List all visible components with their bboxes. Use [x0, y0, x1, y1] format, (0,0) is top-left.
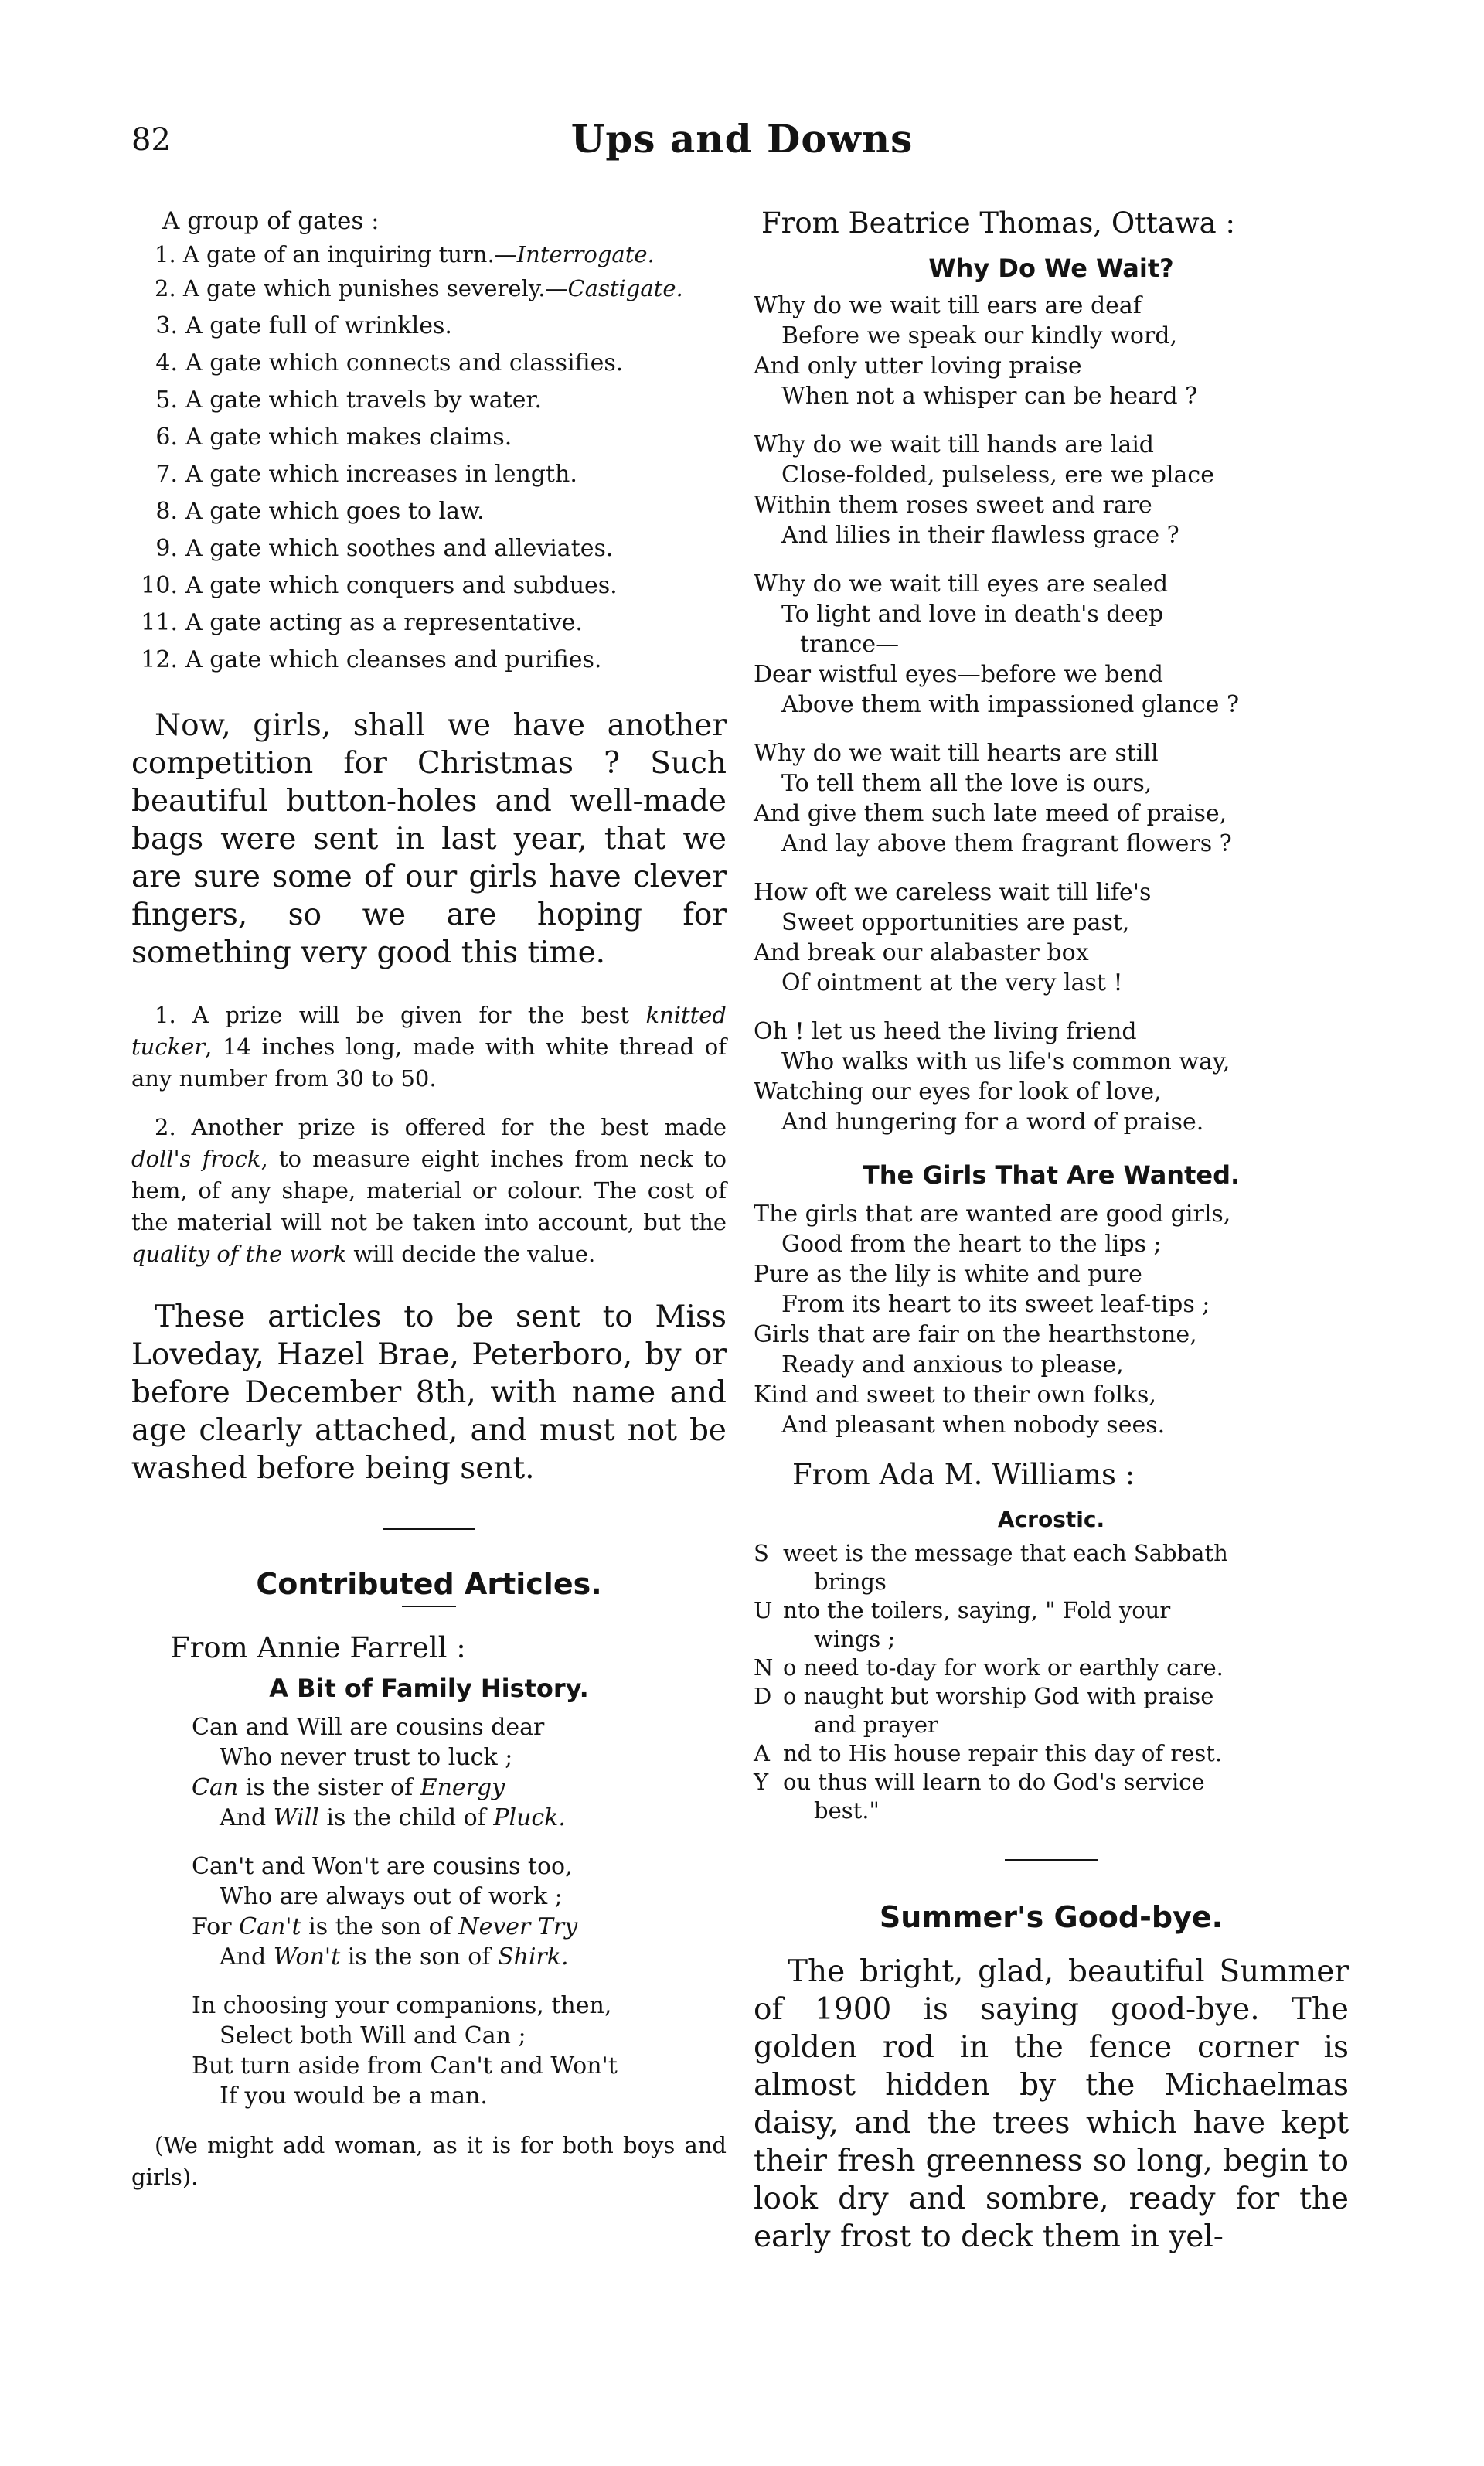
verse-line: The girls that are wanted are good girls, [754, 1201, 1231, 1228]
acrostic-continuation: brings [814, 1568, 887, 1595]
verse-emphasis: Pluck. [493, 1804, 566, 1831]
gate-item [131, 642, 727, 679]
verse-stanza [754, 430, 1349, 550]
acrostic-continuation: best." [814, 1797, 880, 1824]
verse-line: To tell them all the love is ours, [781, 770, 1152, 797]
acrostic-letter: N [754, 1654, 774, 1681]
send-paragraph: These articles to be sent to Miss Loveday, Hazel Brae, Peterboro, by or before December 8th, with name and age clearly attached, and must not be washed before being sent. [131, 1299, 727, 1486]
gates-list [131, 308, 727, 679]
gate-number: 3. [155, 312, 178, 339]
verse-stanza [192, 1712, 727, 1833]
verse-line [192, 1942, 727, 1972]
verse-line: From its heart to its sweet leaf-tips ; [781, 1291, 1210, 1318]
gate-item [131, 419, 727, 456]
verse-line [192, 2051, 727, 2081]
gate-clue: A gate acting as a representative. [186, 609, 583, 636]
verse-line: Above them with impassioned glance ? [781, 691, 1240, 718]
verse-line: Who walks with us life's common way, [781, 1048, 1230, 1075]
verse-line: And break our alabaster box [754, 939, 1089, 966]
verse-emphasis: Shirk. [497, 1943, 569, 1970]
gate-clue: A gate which increases in length. [186, 461, 577, 488]
gate-clue: A gate which goes to law. [186, 498, 485, 525]
verse-line: How oft we careless wait till life's [754, 879, 1152, 906]
gates-intro: A group of gates : [162, 207, 380, 235]
verse-line: Why do we wait till hands are laid [754, 431, 1154, 458]
family-title: A Bit of Family History. [269, 1674, 589, 1703]
gate-clue: A gate which cleanses and purifies. [186, 646, 602, 673]
gate-clue: A gate full of wrinkles. [186, 312, 452, 339]
verse-line: Close-folded, pulseless, ere we place [781, 462, 1214, 489]
acrostic-title: Acrostic. [997, 1507, 1105, 1532]
verse-line: To light and love in death's deep [781, 601, 1164, 628]
verse-line: And lay above them fragrant flowers ? [781, 830, 1232, 857]
from-beatrice: From Beatrice Thomas, Ottawa : [761, 206, 1235, 240]
verse-line: And hungering for a word of praise. [781, 1109, 1204, 1136]
prize-two-e: will decide the value. [346, 1241, 596, 1267]
prize-two-quality: quality of the work [131, 1241, 347, 1267]
verse-line: Before we speak our kindly word, [781, 322, 1177, 349]
gate-clue: A gate of an inquiring turn.— [182, 241, 517, 267]
prize-one-a: 1. A prize will be given for the best [155, 1002, 646, 1028]
gate-number: 1. [155, 241, 183, 267]
verse-line: And lilies in their flawless grace ? [781, 522, 1179, 549]
verse-line [192, 1803, 727, 1833]
acrostic-line-text: weet is the message that each Sabbath [783, 1540, 1228, 1566]
gates-wrapped-list [131, 240, 727, 303]
prize-one [131, 1000, 727, 1095]
verse-text: In choosing your companions, then, [192, 1992, 612, 2019]
page-number: 82 [131, 122, 171, 158]
verse-text: For [192, 1913, 240, 1940]
verse-emphasis: Can [192, 1774, 239, 1801]
gate-number: 11. [141, 609, 178, 636]
verse-text: Who are always out of work ; [220, 1883, 563, 1910]
verse-text: Select both Will and Can ; [220, 2022, 526, 2049]
verse-text: And [220, 1943, 274, 1970]
gate-number: 6. [155, 424, 178, 451]
gate-item [131, 530, 727, 567]
acrostic-text [783, 1596, 1349, 1654]
verse-emphasis: Won't [273, 1943, 341, 1970]
acrostic-text [783, 1739, 1349, 1768]
acrostic-line-text: ou thus will learn to do God's service [783, 1769, 1205, 1795]
prize-two-c: , to measure eight inches from neck to hem, of any shape, material or colour. The cost of the material will not be taken into account, but the [131, 1146, 727, 1235]
verse-text: And [220, 1804, 274, 1831]
verse-line: Sweet opportunities are past, [781, 909, 1130, 936]
verse-text: is the sister of [238, 1774, 420, 1801]
acrostic-text [783, 1768, 1349, 1825]
verse-text: Can't and Won't are cousins too, [192, 1853, 573, 1880]
verse-emphasis: Energy [420, 1774, 505, 1801]
verse-line: Oh ! let us heed the living friend [754, 1018, 1137, 1045]
verse-emphasis: Can't [239, 1913, 301, 1940]
verse-line: Within them roses sweet and rare [754, 492, 1152, 519]
acrostic-line-text: nd to His house repair this day of rest. [783, 1740, 1223, 1766]
gate-clue: A gate which connects and classifies. [186, 349, 624, 376]
verse-line [192, 2081, 727, 2111]
verse-stanza [754, 877, 1349, 998]
summer-heading: Summer's Good-bye. [879, 1900, 1224, 1934]
verse-line: And give them such late meed of praise, [754, 800, 1227, 827]
acrostic-line [754, 1682, 1349, 1739]
verse-emphasis: Will [273, 1804, 319, 1831]
prize-one-c: , 14 inches long, made with white thread of any number from 30 to 50. [131, 1034, 727, 1092]
family-verse [131, 1712, 727, 2111]
gate-item [131, 274, 727, 303]
gate-item [131, 493, 727, 530]
verse-stanza [754, 291, 1349, 411]
verse-line [192, 1773, 727, 1803]
gate-item [131, 382, 727, 419]
acrostic-text [783, 1654, 1349, 1682]
acrostic-line [754, 1596, 1349, 1654]
gate-answer: Interrogate. [516, 241, 655, 267]
verse-line [192, 1742, 727, 1773]
acrostic-letter: S [754, 1540, 769, 1566]
girls-verse [754, 1199, 1349, 1440]
verse-line: Why do we wait till ears are deaf [754, 292, 1142, 319]
verse-text: Who never trust to luck ; [220, 1744, 513, 1771]
gate-number: 2. [155, 275, 183, 301]
verse-line: When not a whisper can be heard ? [781, 383, 1198, 410]
gate-number: 9. [155, 535, 178, 562]
acrostic-text [783, 1539, 1349, 1596]
verse-line: Why do we wait till hearts are still [754, 740, 1159, 767]
gate-item [131, 456, 727, 493]
gate-number: 5. [155, 387, 178, 414]
verse-line: Watching our eyes for look of love, [754, 1078, 1162, 1105]
verse-line: And only utter loving praise [754, 353, 1082, 380]
acrostic-line [754, 1654, 1349, 1682]
verse-line [192, 2021, 727, 2051]
girls-title: The Girls That Are Wanted. [862, 1160, 1241, 1190]
family-note: (We might add woman, as it is for both boys and girls). [131, 2132, 727, 2190]
verse-line: Good from the heart to the lips ; [781, 1231, 1162, 1258]
acrostic-continuation: wings ; [814, 1626, 896, 1652]
verse-line: Why do we wait till eyes are sealed [754, 571, 1169, 598]
acrostic-line [754, 1739, 1349, 1768]
verse-line [192, 1991, 727, 2021]
acrostic-line-text: nto the toilers, saying, " Fold your [783, 1597, 1171, 1623]
right-column [754, 203, 1349, 2256]
verse-text: Can and Will are cousins dear [192, 1714, 545, 1741]
acrostic-letter: D [754, 1683, 772, 1709]
acrostic-letter: U [754, 1597, 773, 1623]
from-annie: From Annie Farrell : [170, 1631, 466, 1664]
verse-line [192, 1912, 727, 1942]
verse-line: Girls that are fair on the hearthstone, [754, 1321, 1197, 1348]
from-ada: From Ada M. Williams : [792, 1458, 1135, 1491]
prize-two-a: 2. Another prize is offered for the best made [155, 1114, 727, 1140]
verse-line: trance— [800, 631, 900, 658]
acrostic-letter: A [754, 1740, 770, 1766]
gate-clue: A gate which travels by water. [186, 387, 543, 414]
verse-emphasis: Never Try [458, 1913, 578, 1940]
prize-one-item: knitted tucker [131, 1002, 727, 1060]
verse-line: Ready and anxious to please, [781, 1351, 1124, 1378]
verse-text: is the son of [340, 1943, 498, 1970]
verse-line: Of ointment at the very last ! [781, 969, 1123, 996]
verse-line [192, 1712, 727, 1742]
gate-clue: A gate which soothes and alleviates. [186, 535, 614, 562]
acrostic-line-text: o need to-day for work or earthly care. [783, 1654, 1224, 1681]
left-column [131, 203, 727, 2193]
verse-line: And pleasant when nobody sees. [781, 1412, 1166, 1439]
acrostic-line [754, 1768, 1349, 1825]
acrostic-poem [754, 1539, 1349, 1825]
prize-two-item: doll's frock [131, 1146, 261, 1172]
acrostic-text [783, 1682, 1349, 1739]
running-title: Ups and Downs [570, 116, 914, 162]
verse-text: But turn aside from Can't and Won't [192, 2052, 618, 2079]
gate-clue: A gate which makes claims. [186, 424, 512, 451]
verse-stanza [754, 569, 1349, 720]
verse-text: is the child of [318, 1804, 494, 1831]
gate-item [131, 308, 727, 345]
gate-answer: Castigate. [567, 275, 683, 301]
gate-item [131, 567, 727, 605]
acrostic-letter: Y [754, 1769, 769, 1795]
prize-two [131, 1112, 727, 1270]
gate-number: 4. [155, 349, 178, 376]
gate-clue: A gate which conquers and subdues. [186, 572, 618, 599]
gate-number: 10. [141, 572, 178, 599]
verse-line: Kind and sweet to their own folks, [754, 1381, 1156, 1408]
wait-title: Why Do We Wait? [928, 254, 1174, 283]
gate-number: 7. [155, 461, 178, 488]
acrostic-continuation: and prayer [814, 1712, 938, 1738]
wait-verse [754, 291, 1349, 1137]
verse-line: Pure as the lily is white and pure [754, 1261, 1142, 1288]
gate-item [131, 345, 727, 382]
verse-stanza [192, 1851, 727, 1972]
page-header [131, 116, 1353, 178]
verse-text: is the son of [301, 1913, 459, 1940]
gate-item [131, 240, 727, 269]
verse-stanza [754, 738, 1349, 859]
competition-paragraph: Now, girls, shall we have another competition for Christmas ? Such beautiful button-holes and well-made bags were sent in last year, that we are sure some of our girls have clever fingers, so we are hoping for something very good this time. [131, 708, 727, 970]
acrostic-line [754, 1539, 1349, 1596]
contributed-heading: Contributed Articles. [256, 1567, 602, 1601]
verse-stanza [192, 1991, 727, 2111]
verse-line: Dear wistful eyes—before we bend [754, 661, 1163, 688]
gate-clue: A gate which punishes severely.— [182, 275, 568, 301]
acrostic-line-text: o naught but worship God with praise [783, 1683, 1214, 1709]
gate-number: 8. [155, 498, 178, 525]
verse-line [192, 1851, 727, 1882]
verse-text: If you would be a man. [220, 2083, 488, 2110]
gate-number: 12. [141, 646, 178, 673]
gate-item [131, 605, 727, 642]
summer-paragraph: The bright, glad, beautiful Summer of 1900 is saying good-bye. The golden rod in the fence corner is almost hidden by the Michaelmas daisy, and the trees which have kept their fresh greenness so long, begin to look dry and sombre, ready for the early frost to deck them in yel- [754, 1954, 1349, 2254]
verse-line [192, 1882, 727, 1912]
verse-stanza [754, 1017, 1349, 1137]
